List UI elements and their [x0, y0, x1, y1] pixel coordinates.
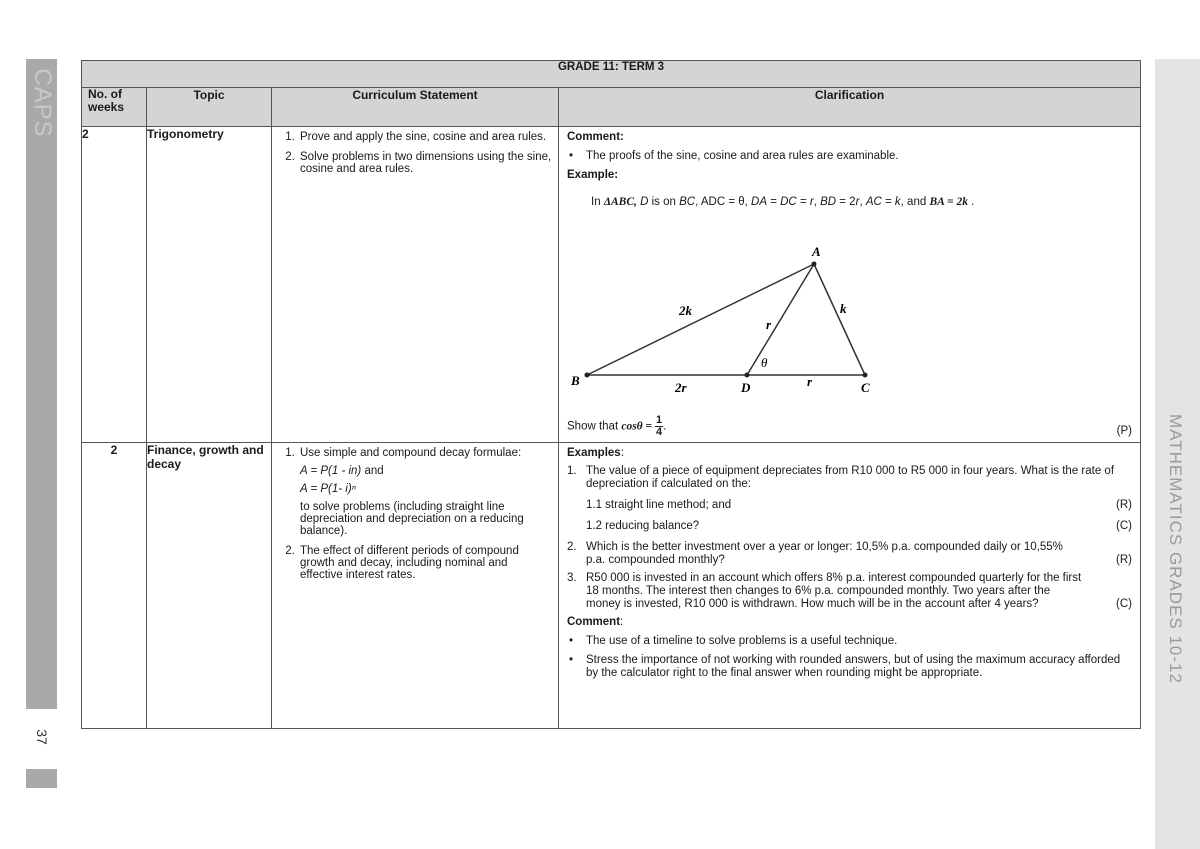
curriculum-table — [81, 60, 1141, 729]
label-c: C — [861, 380, 870, 395]
example-text: Which is the better investment over a year or longer: 10,5% p.a. compounded daily or 10,55% p.a. compounded monthly? — [586, 541, 1063, 566]
label-2k: 2k — [679, 303, 692, 318]
curriculum-list — [272, 447, 552, 581]
point-b — [585, 373, 590, 378]
subitem-text: 1.1 straight line method; and — [586, 499, 732, 511]
header-topic: Topic — [147, 88, 272, 127]
curriculum-cell — [272, 127, 559, 443]
example-var: BC — [679, 196, 696, 208]
example-var: k — [894, 196, 901, 208]
show-that-line — [567, 415, 1132, 438]
show-prefix: Show that — [567, 420, 622, 433]
header-clarification: Clarification — [559, 88, 1141, 127]
point-a — [812, 262, 817, 267]
weeks-cell: 2 — [82, 127, 147, 443]
example-text: = — [881, 196, 895, 208]
example-item — [567, 541, 1132, 567]
item-number: 2. — [567, 541, 577, 553]
header-curriculum: Curriculum Statement — [272, 88, 559, 127]
left-sidebar-band — [26, 59, 57, 788]
fraction-numerator: 1 — [655, 414, 663, 426]
example-text: , — [859, 196, 866, 208]
triangle-symbol: ΔABC, — [603, 196, 637, 208]
example-text: The value of a piece of equipment depreciates from R10 000 to R5 000 in four years. What is the rate of depreciation if calculated on the: — [586, 465, 1115, 490]
label-d: D — [741, 380, 751, 395]
curriculum-text: to solve problems (including straight line depreciation and depreciation on a reducing balance). — [300, 501, 524, 537]
item-number: 1. — [567, 465, 577, 477]
clarification-content — [559, 127, 1140, 442]
triangle-diagram — [569, 235, 889, 400]
curriculum-text: 1. Use simple and compound decay formulae: — [300, 447, 522, 459]
fraction-denominator: 4 — [655, 426, 663, 438]
label-r-ad: r — [766, 317, 772, 332]
example-text: , and — [900, 196, 930, 208]
topic-cell: Trigonometry — [147, 127, 272, 443]
example-text: . — [967, 196, 975, 208]
clarification-cell — [559, 127, 1141, 443]
example-var: DC — [780, 196, 797, 208]
header-row — [82, 88, 1141, 127]
example-math: BA = 2k — [929, 196, 968, 208]
side-ac-line — [814, 264, 865, 375]
item-number: 3. — [567, 572, 577, 584]
list-item — [298, 447, 552, 537]
comment-label: Comment — [567, 616, 621, 628]
example-statement — [591, 196, 1132, 209]
example-text: , ADC = θ, — [695, 196, 752, 208]
comment-heading — [567, 616, 1132, 629]
label-b: B — [571, 373, 580, 388]
difficulty-mark: (C) — [1116, 520, 1133, 532]
example-text: is on — [648, 196, 680, 208]
curriculum-cell — [272, 443, 559, 729]
table-row — [82, 443, 1141, 729]
subitem-text: 1.2 reducing balance? — [586, 520, 700, 532]
clarification-content — [559, 443, 1140, 728]
label-r-dc: r — [807, 374, 813, 389]
example-var: AC — [865, 196, 882, 208]
page-number-box — [26, 709, 57, 769]
list-item: 2. Solve problems in two dimensions using the sine, cosine and area rules. — [298, 151, 552, 175]
label-theta: θ — [761, 355, 768, 370]
example-item — [567, 572, 1132, 611]
example-var: r — [809, 196, 814, 208]
example-subitem — [567, 520, 1132, 533]
comment-label: Comment: — [567, 131, 624, 143]
examples-colon: : — [620, 447, 624, 459]
page-number: 37 — [34, 729, 50, 745]
difficulty-mark: (P) — [1116, 425, 1133, 437]
header-weeks: No. of weeks — [82, 88, 147, 127]
label-k: k — [840, 301, 847, 316]
point-d — [745, 373, 750, 378]
weeks-cell: 2 — [82, 443, 147, 729]
example-var: r — [855, 196, 860, 208]
difficulty-mark: (R) — [1116, 499, 1133, 511]
comment-bullet: • The proofs of the sine, cosine and area rules are examinable. — [567, 150, 1132, 163]
label-a: A — [812, 244, 821, 259]
formula-simple: A = P(1 - in) — [300, 465, 362, 477]
example-item — [567, 465, 1132, 491]
subject-label: MATHEMATICS GRADES 10-12 — [1166, 414, 1185, 684]
example-text: = — [796, 196, 810, 208]
curriculum-list — [272, 131, 552, 175]
difficulty-mark: (R) — [1116, 554, 1133, 566]
example-text: = — [767, 196, 781, 208]
comment-bullet: • The use of a timeline to solve problems is a useful technique. — [567, 635, 1132, 648]
examples-label: Examples — [567, 447, 621, 459]
example-var: DA — [751, 196, 768, 208]
example-var: BD — [820, 196, 837, 208]
example-text: R50 000 is invested in an account which offers 8% p.a. interest compounded quarterly for the first 18 months. The interest then changes to 6% p.a. compounded monthly. Two years after the money is invested, R10 000 is withdrawn. How much will be in the account after 4 years? — [586, 572, 1082, 610]
list-item: 1. Prove and apply the sine, cosine and area rules. — [298, 131, 552, 143]
show-that-text — [567, 415, 666, 438]
examples-heading — [567, 447, 1132, 460]
list-item: 2. The effect of different periods of compound growth and decay, including nominal and effective interest rates. — [298, 545, 552, 581]
right-sidebar-band — [1155, 59, 1200, 849]
show-expression: cosθ = — [621, 420, 655, 433]
label-2r: 2r — [675, 380, 687, 395]
difficulty-mark: (C) — [1116, 598, 1133, 610]
comment-bullet: • Stress the importance of not working with rounded answers, but of using the maximum accuracy afforded by the calculator right to the final answer when rounding might be appropriate. — [567, 654, 1132, 680]
example-label: Example: — [567, 169, 619, 181]
formula-and: and — [361, 465, 384, 477]
topic-cell: Finance, growth and decay — [147, 443, 272, 729]
clarification-cell — [559, 443, 1141, 729]
example-text: = 2 — [836, 196, 856, 208]
example-text: In — [591, 196, 601, 208]
caps-label: CAPS — [29, 68, 56, 138]
example-subitem — [567, 499, 1132, 512]
formula-compound: A = P(1- i)ⁿ — [300, 483, 356, 495]
formula-line — [300, 465, 552, 477]
point-c — [863, 373, 868, 378]
comment-colon: : — [620, 616, 624, 628]
example-var: D — [640, 196, 649, 208]
caps-label-box — [26, 59, 57, 149]
table-title-row — [82, 61, 1141, 88]
example-text: , — [813, 196, 821, 208]
table-title: GRADE 11: TERM 3 — [82, 61, 1141, 88]
fraction — [655, 415, 663, 438]
show-suffix: . — [663, 420, 667, 433]
table-row — [82, 127, 1141, 443]
